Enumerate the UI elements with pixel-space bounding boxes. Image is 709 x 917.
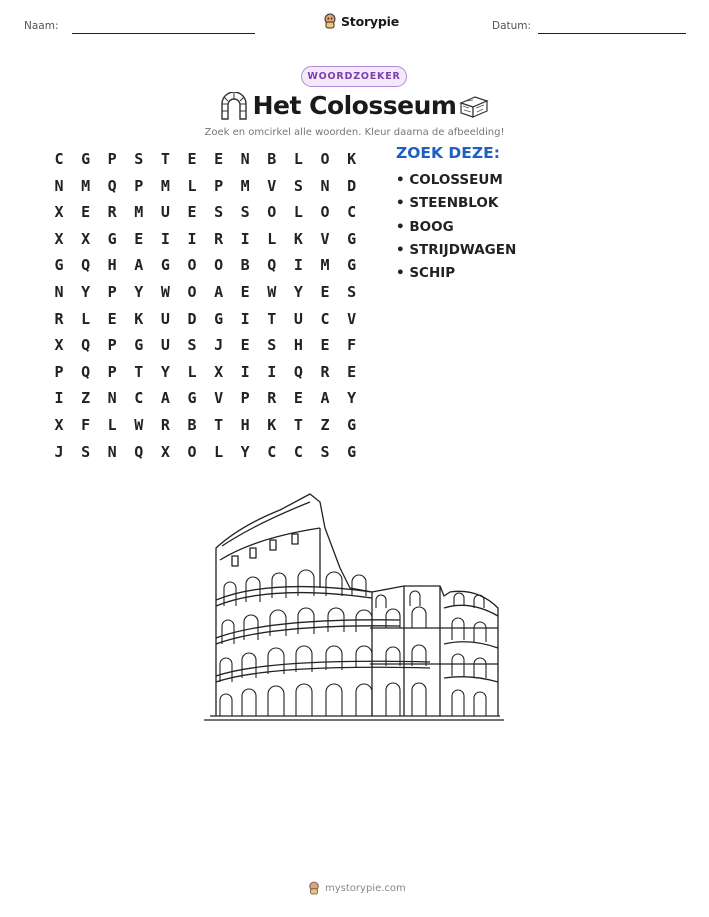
mascot-icon xyxy=(308,881,320,895)
grid-letter[interactable]: D xyxy=(187,309,197,328)
instructions: Zoek en omcirkel alle woorden. Kleur daarna de afbeelding! xyxy=(204,127,505,138)
word-list-title: ZOEK DEZE: xyxy=(396,144,500,162)
grid-letter[interactable]: R xyxy=(160,416,170,434)
grid-letter[interactable]: X xyxy=(54,336,64,355)
grid-letter[interactable]: O xyxy=(187,256,197,275)
word-list-item: • COLOSSEUM xyxy=(396,172,503,188)
grid-letter[interactable]: A xyxy=(214,283,224,301)
grid-letter[interactable]: V xyxy=(347,309,357,328)
grid-letter[interactable]: X xyxy=(160,442,170,461)
grid-letter[interactable]: Q xyxy=(267,256,277,275)
grid-letter[interactable]: C xyxy=(320,309,330,328)
grid-letter[interactable]: S xyxy=(187,336,197,355)
grid-letter[interactable]: L xyxy=(81,309,91,328)
grid-letter[interactable]: Y xyxy=(240,442,250,461)
grid-letter[interactable]: Q xyxy=(134,442,144,461)
grid-letter[interactable]: W xyxy=(134,416,144,434)
grid-letter[interactable]: L xyxy=(293,150,303,168)
grid-letter[interactable]: N xyxy=(240,150,250,168)
word-list xyxy=(396,172,516,288)
grid-letter[interactable]: E xyxy=(214,150,224,168)
grid-letter[interactable]: R xyxy=(267,389,277,408)
grid-letter[interactable]: I xyxy=(240,362,250,381)
grid-letter[interactable]: S xyxy=(320,442,330,461)
grid-letter[interactable]: G xyxy=(347,229,357,248)
grid-letter[interactable]: F xyxy=(347,336,357,355)
grid-letter[interactable]: V xyxy=(267,176,277,195)
grid-letter[interactable]: U xyxy=(160,309,170,328)
grid-letter[interactable]: Y xyxy=(347,389,357,408)
grid-letter[interactable]: O xyxy=(267,203,277,222)
grid-letter[interactable]: K xyxy=(267,416,277,434)
grid-letter[interactable]: E xyxy=(107,309,117,328)
grid-letter[interactable]: O xyxy=(320,203,330,222)
grid-letter[interactable]: H xyxy=(107,256,117,275)
grid-letter[interactable]: Q xyxy=(81,362,91,381)
grid-letter[interactable]: Y xyxy=(293,283,303,301)
grid-letter[interactable]: E xyxy=(320,283,330,301)
footer-url[interactable]: mystorypie.com xyxy=(325,882,406,894)
grid-letter[interactable]: E xyxy=(240,336,250,355)
grid-letter[interactable]: X xyxy=(214,362,224,381)
date-line[interactable] xyxy=(538,33,686,34)
grid-letter[interactable]: P xyxy=(107,150,117,168)
grid-letter[interactable]: I xyxy=(240,309,250,328)
grid-letter[interactable]: X xyxy=(54,203,64,222)
brand-logo xyxy=(323,13,399,29)
grid-letter[interactable]: C xyxy=(347,203,357,222)
grid-letter[interactable]: R xyxy=(214,229,224,248)
grid-letter[interactable]: Q xyxy=(107,176,117,195)
grid-letter[interactable]: I xyxy=(267,362,277,381)
grid-letter[interactable]: P xyxy=(107,362,117,381)
grid-letter[interactable]: M xyxy=(160,176,170,195)
footer xyxy=(308,881,406,895)
grid-letter[interactable]: Y xyxy=(81,283,91,301)
word-list-item: • STRIJDWAGEN xyxy=(396,241,517,258)
grid-letter[interactable]: J xyxy=(214,336,224,355)
grid-letter[interactable]: U xyxy=(160,203,170,222)
grid-letter[interactable]: I xyxy=(293,256,303,275)
grid-letter[interactable]: S xyxy=(214,203,224,222)
grid-letter[interactable]: C xyxy=(54,150,64,168)
date-label: Datum: xyxy=(492,20,532,32)
grid-letter[interactable]: I xyxy=(240,229,250,248)
worksheet-type-badge: WOORDZOEKER xyxy=(301,66,407,87)
grid-letter[interactable]: Y xyxy=(160,362,170,381)
grid-letter[interactable]: L xyxy=(187,176,197,195)
grid-letter[interactable]: V xyxy=(320,229,330,248)
grid-letter[interactable]: T xyxy=(134,362,144,381)
grid-letter[interactable]: R xyxy=(320,362,330,381)
grid-letter[interactable]: G xyxy=(134,336,144,355)
grid-letter[interactable]: L xyxy=(187,362,197,381)
word-list-item: • STEENBLOK xyxy=(396,195,499,212)
grid-letter[interactable]: Q xyxy=(293,362,303,381)
name-line[interactable] xyxy=(72,33,255,34)
grid-letter[interactable]: K xyxy=(293,229,303,248)
grid-letter[interactable]: C xyxy=(293,442,303,461)
grid-letter[interactable]: G xyxy=(160,256,170,275)
grid-letter[interactable]: G xyxy=(107,229,117,248)
grid-letter[interactable]: E xyxy=(347,362,357,381)
grid-letter[interactable]: W xyxy=(267,283,277,301)
grid-letter[interactable]: N xyxy=(107,389,117,408)
grid-letter[interactable]: R xyxy=(107,203,117,222)
grid-letter[interactable]: L xyxy=(267,229,277,248)
word-list-item: • SCHIP xyxy=(396,265,456,282)
grid-letter[interactable]: G xyxy=(347,256,357,275)
grid-letter[interactable]: H xyxy=(293,336,303,355)
grid-letter[interactable]: X xyxy=(54,416,64,434)
word-list-item: • BOOG xyxy=(396,218,454,235)
grid-letter[interactable]: Q xyxy=(81,336,91,355)
grid-letter[interactable]: O xyxy=(187,283,197,301)
grid-letter[interactable]: E xyxy=(293,389,303,408)
grid-letter[interactable]: M xyxy=(81,176,91,195)
grid-letter[interactable]: J xyxy=(54,442,64,461)
grid-letter[interactable]: S xyxy=(240,203,250,222)
grid-letter[interactable]: T xyxy=(160,150,170,168)
grid-letter[interactable]: N xyxy=(107,442,117,461)
stone-block-icon xyxy=(459,95,489,119)
grid-letter[interactable]: E xyxy=(81,203,91,222)
grid-letter[interactable]: P xyxy=(107,336,117,355)
grid-letter[interactable]: P xyxy=(214,176,224,195)
name-label: Naam: xyxy=(24,20,59,32)
grid-letter[interactable]: P xyxy=(54,362,64,381)
grid-letter[interactable]: M xyxy=(240,176,250,195)
grid-letter[interactable]: Z xyxy=(320,416,330,434)
grid-letter[interactable]: I xyxy=(187,229,197,248)
grid-letter[interactable]: G xyxy=(347,442,357,461)
grid-letter[interactable]: S xyxy=(267,336,277,355)
grid-letter[interactable]: E xyxy=(187,150,197,168)
grid-letter[interactable]: A xyxy=(134,256,144,275)
grid-letter[interactable]: E xyxy=(320,336,330,355)
grid-letter[interactable]: F xyxy=(81,416,91,434)
grid-letter[interactable]: U xyxy=(160,336,170,355)
grid-letter[interactable]: G xyxy=(347,416,357,434)
grid-letter[interactable]: Q xyxy=(81,256,91,275)
grid-letter[interactable]: K xyxy=(347,150,357,168)
grid-letter[interactable]: A xyxy=(160,389,170,408)
grid-letter[interactable]: M xyxy=(134,203,144,222)
grid-letter[interactable]: S xyxy=(134,150,144,168)
mascot-icon xyxy=(323,13,337,29)
grid-letter[interactable]: E xyxy=(187,203,197,222)
grid-letter[interactable]: E xyxy=(134,229,144,248)
grid-letter[interactable]: L xyxy=(293,203,303,222)
grid-letter[interactable]: T xyxy=(267,309,277,328)
grid-letter[interactable]: P xyxy=(134,176,144,195)
grid-letter[interactable]: N xyxy=(54,283,64,301)
grid-letter[interactable]: W xyxy=(160,283,170,301)
grid-letter[interactable]: P xyxy=(107,283,117,301)
grid-letter[interactable]: T xyxy=(214,416,224,434)
grid-letter[interactable]: D xyxy=(347,176,357,195)
grid-letter[interactable]: G xyxy=(187,389,197,408)
grid-letter[interactable]: Y xyxy=(134,283,144,301)
grid-letter[interactable]: E xyxy=(240,283,250,301)
grid-letter[interactable]: T xyxy=(293,416,303,434)
grid-letter[interactable]: G xyxy=(54,256,64,275)
grid-letter[interactable]: P xyxy=(240,389,250,408)
grid-letter[interactable]: L xyxy=(214,442,224,461)
grid-letter[interactable]: I xyxy=(54,389,64,408)
grid-letter[interactable]: I xyxy=(160,229,170,248)
grid-letter[interactable]: M xyxy=(320,256,330,275)
grid-letter[interactable]: G xyxy=(81,150,91,168)
grid-letter[interactable]: B xyxy=(187,416,197,434)
grid-letter[interactable]: C xyxy=(267,442,277,461)
grid-letter[interactable]: N xyxy=(320,176,330,195)
grid-letter[interactable]: X xyxy=(81,229,91,248)
grid-letter[interactable]: C xyxy=(134,389,144,408)
grid-letter[interactable]: G xyxy=(214,309,224,328)
grid-letter[interactable]: K xyxy=(134,309,144,328)
brand-name: Storypie xyxy=(341,13,399,29)
grid-letter[interactable]: B xyxy=(240,256,250,275)
page-title: Het Colosseum xyxy=(252,91,457,120)
grid-letter[interactable]: S xyxy=(347,283,357,301)
colosseum-illustration[interactable] xyxy=(200,488,510,728)
grid-letter[interactable]: L xyxy=(107,416,117,434)
grid-letter[interactable]: O xyxy=(214,256,224,275)
grid-letter[interactable]: R xyxy=(54,309,64,328)
grid-letter[interactable]: S xyxy=(81,442,91,461)
grid-letter[interactable]: N xyxy=(54,176,64,195)
grid-letter[interactable]: Z xyxy=(81,389,91,408)
grid-letter[interactable]: B xyxy=(267,150,277,168)
grid-letter[interactable]: X xyxy=(54,229,64,248)
grid-letter[interactable]: S xyxy=(293,176,303,195)
grid-letter[interactable]: H xyxy=(240,416,250,434)
grid-letter[interactable]: O xyxy=(320,150,330,168)
grid-letter[interactable]: V xyxy=(214,389,224,408)
grid-letter[interactable]: A xyxy=(320,389,330,408)
grid-letter[interactable]: O xyxy=(187,442,197,461)
grid-letter[interactable]: U xyxy=(293,309,303,328)
